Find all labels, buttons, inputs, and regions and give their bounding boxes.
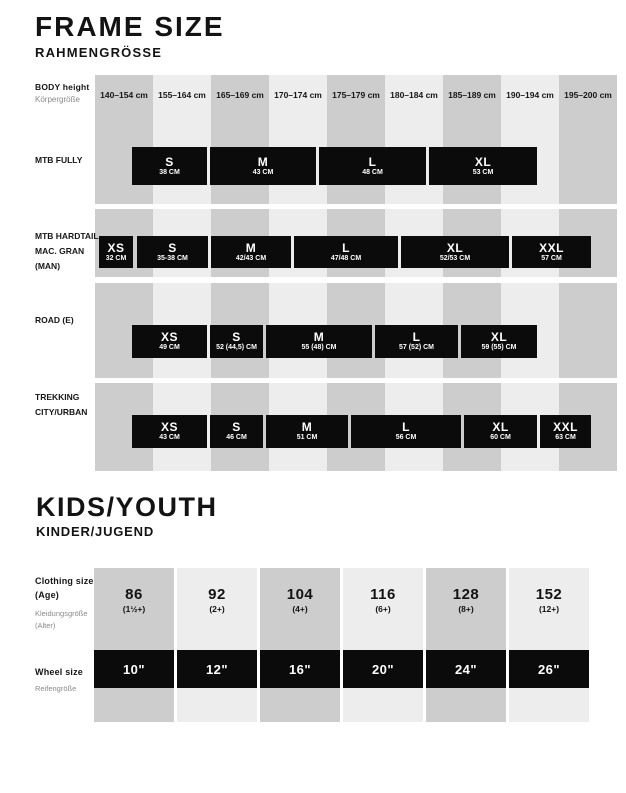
size-letter: XL bbox=[446, 240, 464, 255]
size-letter: S bbox=[168, 240, 177, 255]
frame-size-block bbox=[294, 236, 398, 268]
frame-size-cm: 47/48 CM bbox=[330, 254, 362, 262]
body-height-range: 180–184 cm bbox=[390, 90, 438, 100]
body-height-range: 170–174 cm bbox=[274, 90, 322, 100]
wheel-size-label: Wheel size bbox=[35, 667, 84, 677]
clothing-size-value: 152 bbox=[535, 586, 563, 603]
frame-size-cm: 43 CM bbox=[252, 168, 274, 176]
frame-size-cm: 55 (48) CM bbox=[301, 344, 337, 352]
frame-size-cm: 46 CM bbox=[226, 434, 247, 442]
wheel-size-block: 10" bbox=[94, 650, 174, 688]
kids-section-subtitle: KINDER/JUGEND bbox=[36, 524, 155, 539]
clothing-age-sublabel: (Alter) bbox=[35, 621, 56, 630]
frame-size-block bbox=[210, 147, 316, 185]
wheel-size-block: 26" bbox=[509, 650, 589, 688]
size-letter: M bbox=[257, 154, 269, 169]
body-height-range: 190–194 cm bbox=[506, 90, 554, 100]
frame-size-cm: 42/43 CM bbox=[235, 254, 267, 262]
size-letter: L bbox=[402, 420, 410, 435]
body-height-sublabel: Körpergröße bbox=[35, 95, 80, 104]
size-letter: S bbox=[232, 330, 241, 345]
page-title: FRAME SIZE bbox=[35, 11, 225, 42]
size-letter: XS bbox=[160, 420, 178, 435]
size-letter: XS bbox=[160, 330, 178, 345]
clothing-size-value: 116 bbox=[370, 586, 396, 603]
frame-size-cm: 57 (52) CM bbox=[398, 344, 434, 352]
wheel-size-block: 20" bbox=[343, 650, 423, 688]
body-height-range: 195–200 cm bbox=[564, 90, 612, 100]
frame-size-block bbox=[132, 325, 207, 358]
kids-section-title: KIDS/YOUTH bbox=[36, 492, 218, 522]
frame-size-block bbox=[461, 325, 537, 358]
wheel-size-block: 24" bbox=[426, 650, 506, 688]
clothing-size-value: 92 bbox=[208, 586, 226, 603]
frame-size-cm: 52 (44,5) CM bbox=[216, 344, 257, 352]
clothing-age-value: (6+) bbox=[375, 604, 391, 614]
frame-row-label: TREKKING bbox=[35, 392, 80, 402]
frame-size-cm: 52/53 CM bbox=[439, 254, 471, 262]
clothing-age-value: (1½+) bbox=[122, 604, 146, 614]
frame-size-cm: 35-38 CM bbox=[157, 254, 188, 262]
frame-size-cm: 49 CM bbox=[159, 344, 180, 352]
body-height-label: BODY height bbox=[35, 82, 90, 92]
clothing-age-value: (8+) bbox=[458, 604, 474, 614]
clothing-age-value: (12+) bbox=[538, 604, 560, 614]
size-letter: L bbox=[342, 240, 350, 255]
body-height-range: 140–154 cm bbox=[100, 90, 148, 100]
clothing-size-sublabel: Kleidungsgröße bbox=[35, 609, 88, 618]
frame-row-label: CITY/URBAN bbox=[35, 407, 88, 417]
size-letter: M bbox=[313, 330, 325, 345]
size-letter: XXL bbox=[553, 420, 578, 435]
wheel-size-sublabel: Reifengröße bbox=[35, 684, 77, 693]
size-letter: L bbox=[412, 330, 421, 345]
size-letter: M bbox=[245, 240, 257, 255]
frame-size-cm: 51 CM bbox=[296, 434, 318, 442]
clothing-age-value: (4+) bbox=[292, 604, 308, 614]
frame-size-block bbox=[540, 415, 591, 448]
wheel-size-block: 16" bbox=[260, 650, 340, 688]
frame-size-block bbox=[429, 147, 537, 185]
size-letter: XL bbox=[490, 330, 508, 345]
size-letter: S bbox=[165, 154, 174, 169]
clothing-size-value: 86 bbox=[125, 586, 143, 603]
frame-size-block bbox=[137, 236, 208, 268]
clothing-age-value: (2+) bbox=[209, 604, 225, 614]
body-height-range: 185–189 cm bbox=[448, 90, 496, 100]
size-letter: XL bbox=[474, 154, 492, 169]
page-subtitle: RAHMENGRÖSSE bbox=[35, 45, 163, 60]
frame-size-block bbox=[132, 415, 207, 448]
clothing-size-value: 128 bbox=[452, 586, 480, 603]
body-height-range: 175–179 cm bbox=[332, 90, 380, 100]
frame-size-block bbox=[464, 415, 537, 448]
frame-size-cm: 53 CM bbox=[472, 168, 494, 176]
frame-size-block bbox=[512, 236, 591, 268]
frame-size-block bbox=[266, 325, 372, 358]
size-letter: M bbox=[301, 420, 313, 435]
frame-size-cm: 56 CM bbox=[395, 434, 417, 442]
frame-size-block bbox=[210, 415, 263, 448]
frame-size-cm: 63 CM bbox=[555, 434, 576, 442]
wheel-size-block: 12" bbox=[177, 650, 257, 688]
frame-size-cm: 43 CM bbox=[159, 434, 180, 442]
frame-size-block bbox=[401, 236, 509, 268]
frame-row-label: ROAD (E) bbox=[35, 315, 74, 325]
frame-table-stripe bbox=[559, 283, 617, 378]
frame-size-block bbox=[351, 415, 461, 448]
frame-size-cm: 38 CM bbox=[159, 168, 180, 176]
frame-size-cm: 48 CM bbox=[362, 168, 383, 176]
body-height-range: 155–164 cm bbox=[158, 90, 206, 100]
frame-size-cm: 32 CM bbox=[105, 254, 127, 262]
frame-row-label: MTB FULLY bbox=[35, 155, 83, 165]
clothing-size-value: 104 bbox=[286, 586, 314, 603]
frame-size-block bbox=[319, 147, 426, 185]
size-letter: XL bbox=[492, 420, 509, 435]
frame-size-block bbox=[266, 415, 348, 448]
size-letter: L bbox=[368, 154, 377, 169]
frame-size-block bbox=[375, 325, 458, 358]
size-letter: XS bbox=[107, 240, 125, 255]
frame-row-label: (MAN) bbox=[35, 261, 61, 271]
frame-size-block bbox=[99, 236, 133, 268]
frame-size-block bbox=[210, 325, 263, 358]
clothing-age-label: (Age) bbox=[35, 590, 59, 600]
frame-size-cm: 57 CM bbox=[541, 254, 562, 262]
frame-size-cm: 60 CM bbox=[490, 434, 511, 442]
size-letter: S bbox=[232, 420, 241, 435]
frame-size-block bbox=[132, 147, 207, 185]
frame-row-label: MTB HARDTAIL bbox=[35, 231, 99, 241]
body-height-range: 165–169 cm bbox=[216, 90, 264, 100]
frame-size-block bbox=[211, 236, 291, 268]
size-letter: XXL bbox=[539, 240, 564, 255]
frame-row-label: MAC. GRAN bbox=[35, 246, 85, 256]
frame-size-cm: 59 (55) CM bbox=[481, 344, 517, 352]
clothing-size-label: Clothing size bbox=[35, 576, 94, 586]
